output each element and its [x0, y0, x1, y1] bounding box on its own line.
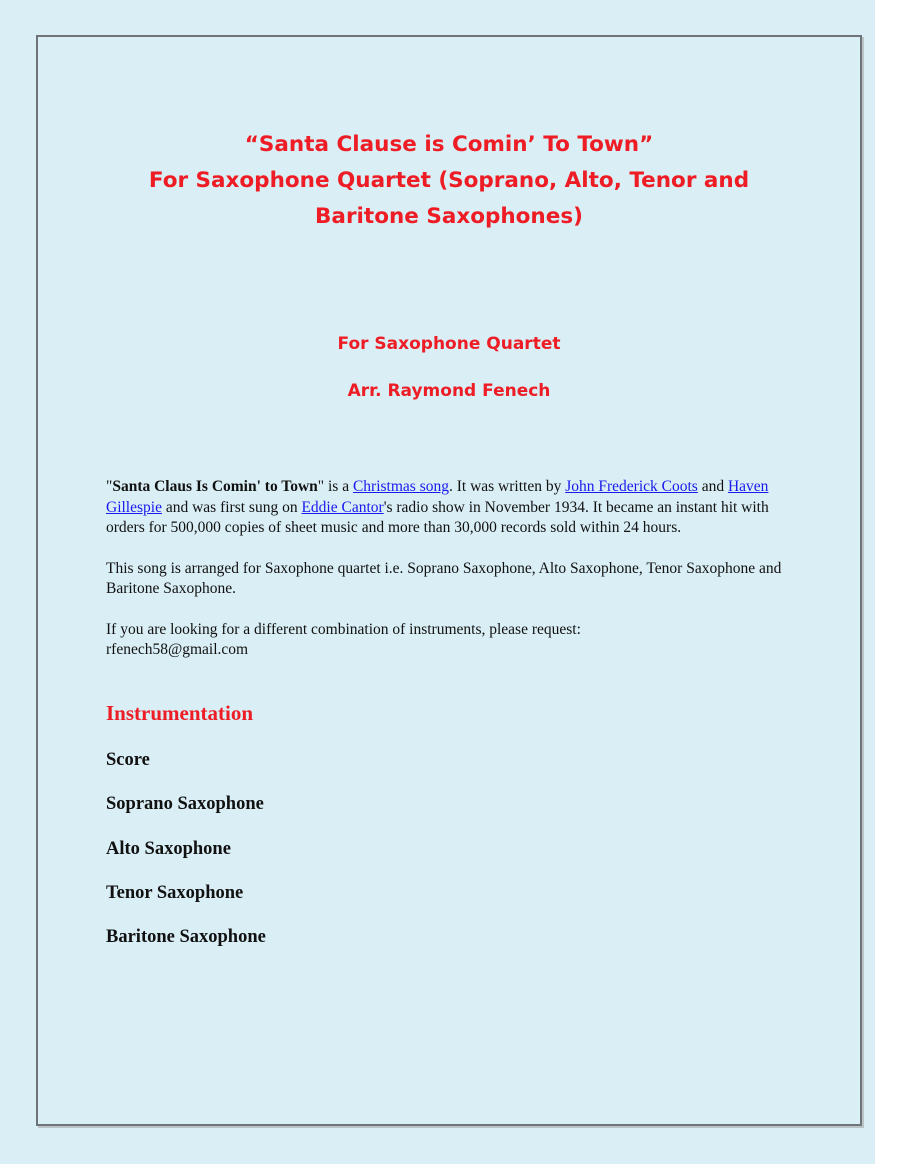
request-note	[106, 620, 796, 661]
song-title: Santa Claus Is Comin' to Town	[112, 478, 318, 495]
instrumentation-heading: Instrumentation	[106, 701, 254, 725]
title-line-1: “Santa Clause is Comin’ To Town”	[244, 132, 654, 157]
description-text-5: 's radio show in November 1934. It became an instant hit with orders for 500,000 copies of sheet music and more than 30,000 records sold within 24 hours.	[106, 498, 769, 536]
contact-email: rfenech58@gmail.com	[106, 641, 249, 658]
john-frederick-coots-link[interactable]: John Frederick Coots	[565, 478, 698, 495]
quote-open: "	[106, 478, 113, 495]
instrument-item-soprano: Soprano Saxophone	[106, 794, 264, 815]
instrument-item-tenor: Tenor Saxophone	[106, 882, 244, 903]
instrumentation-list	[106, 747, 266, 968]
title-line-3: Baritone Saxophones)	[315, 204, 583, 229]
description-text-1: " is a	[317, 478, 353, 495]
subtitle-block	[38, 329, 860, 423]
body-text	[106, 477, 796, 681]
page-frame	[36, 35, 862, 1126]
instrument-item-score: Score	[106, 750, 150, 770]
christmas-song-link[interactable]: Christmas song	[352, 478, 449, 495]
instrument-item-alto: Alto Saxophone	[106, 838, 231, 859]
main-title	[38, 127, 860, 235]
haven-gillespie-link[interactable]: Haven Gillespie	[106, 478, 769, 516]
ensemble-subtitle: For Saxophone Quartet	[337, 334, 561, 354]
request-text: If you are looking for a different combination of instruments, please request:	[106, 620, 581, 638]
description-text-2: . It was written by	[448, 478, 566, 495]
title-line-2: For Saxophone Quartet (Soprano, Alto, Tenor and	[148, 168, 750, 193]
description-text-3: and	[697, 478, 728, 495]
instrument-item-baritone: Baritone Saxophone	[106, 927, 266, 948]
eddie-cantor-link[interactable]: Eddie Cantor	[301, 498, 384, 516]
arrangement-note: This song is arranged for Saxophone quartet i.e. Soprano Saxophone, Alto Saxophone, Tenor Saxophone and Baritone Saxophone.	[106, 559, 782, 597]
arranger-credit: Arr. Raymond Fenech	[347, 381, 551, 401]
song-description	[106, 477, 796, 539]
description-text-4: and was first sung on	[161, 498, 302, 516]
